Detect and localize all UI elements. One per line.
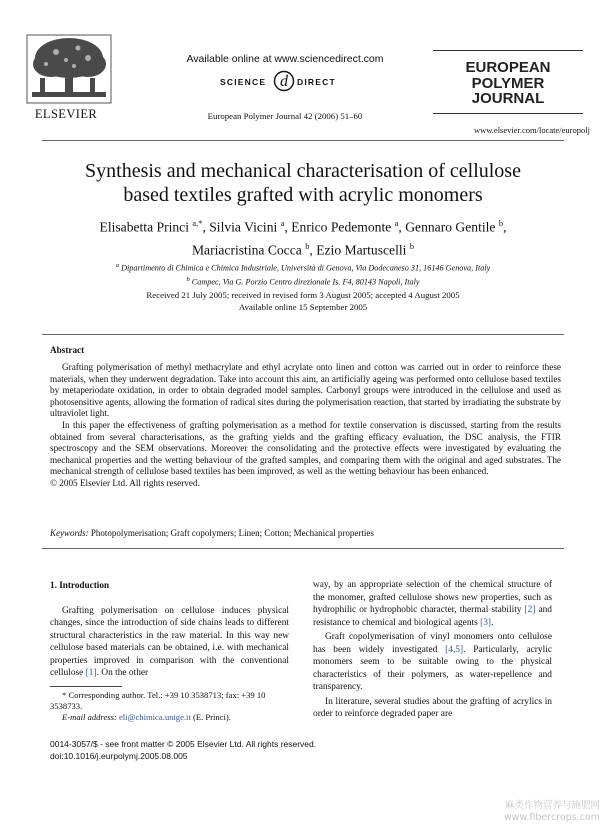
journal-name-line: EUROPEAN: [465, 59, 551, 76]
article-dates: [60, 290, 546, 313]
journal-reference: European Polymer Journal 42 (2006) 51–60: [207, 111, 363, 121]
body-paragraph: way, by an appropriate selection of the chemical structure of the monomer, grafted cellulose shows new properties, such as hydrophilic or hydrophobic character, thermal stability [2] and resistance to chemical and biological agents [3].: [313, 580, 552, 628]
reference-link[interactable]: [3]: [480, 617, 492, 628]
footnote-rule: [50, 686, 122, 687]
received-dates: Received 21 July 2005; received in revised form 3 August 2005; accepted 4 August 2005: [146, 290, 460, 300]
author-list: [40, 214, 566, 259]
abstract-paragraph: In this paper the effectiveness of grafting polymerisation as a method for textile conservation is discussed, starting from the results obtained from several characterisations, as the grafting yields and the grafting efficacy evaluation, the DSC analysis, the FTIR spectroscopy and the SEM observations. Moreover the consolidating and the protective effects were investigated by evaluating the mechanical properties and the wetting behaviour of the grafted samples, and comparing them with the original and aged substrates. The mechanical strength of cellulose based textiles has been improved, as well as the wetting behaviour has been enhanced.: [50, 419, 561, 477]
corresponding-author: * Corresponding author. Tel.: +39 10 3538713; fax: +39 10 3538733.: [50, 690, 266, 711]
affiliations: [70, 260, 536, 287]
authors-line: Mariacristina Cocca $^b$, Ezio Martuscelli $^b$: [191, 240, 415, 258]
abstract-body: [50, 362, 561, 490]
email-link[interactable]: eli@chimica.unige.it: [118, 712, 191, 722]
elsevier-tree-logo: [26, 34, 112, 104]
svg-text:SCIENCE: SCIENCE: [220, 77, 267, 87]
svg-text:d: d: [280, 73, 288, 90]
keywords-label: Keywords:: [50, 528, 89, 538]
footnote: [50, 690, 290, 723]
keywords-line: [50, 528, 561, 538]
email-line: E-mail address: eli@chimica.unige.it (E. Princi).: [62, 712, 231, 722]
journal-url-link[interactable]: www.elsevier.com/locate/europolj: [473, 125, 590, 135]
front-matter-info: [50, 739, 350, 762]
watermark-line: www.fibercrops.com: [503, 812, 600, 823]
article-title: [60, 159, 546, 207]
doi-line[interactable]: doi:10.1016/j.eurpolymj.2005.08.005: [50, 750, 188, 761]
site-watermark: [400, 800, 600, 824]
section-heading: 1. Introduction: [50, 580, 110, 590]
header-divider: [42, 140, 564, 141]
available-online-text: Available online at www.sciencedirect.com: [186, 53, 384, 65]
abstract-top-rule: [42, 334, 564, 335]
title-line: Synthesis and mechanical characterisation of cellulose: [85, 160, 521, 182]
journal-name-line: POLYMER: [471, 74, 545, 92]
body-paragraph: Graft copolymerisation of vinyl monomers onto cellulose has been widely investigated [4,5]. Particularly, acrylic monomers seem to be suitable owing to the physical characteristics of their polymers, as water-repellence and transparency.: [313, 632, 552, 692]
online-date: Available online 15 September 2005: [238, 301, 368, 312]
body-paragraph: Grafting polymerisation on cellulose induces physical changes, since the introduction of side chains leads to different structural characteristics in the raw material. In this way new cellulose based materials can be obtained, i.e. with mechanical properties improved in comparison with the conventional cellulose [1]. On the other: [50, 605, 289, 678]
abstract-paragraph: Grafting polymerisation of methyl methacrylate and ethyl acrylate onto linen and cotton was carried out in order to reinforce these materials, when they underwent degradation. Take into account this aim, an artificially ageing was performed onto cellulose based textiles by metaperiodate oxidation, in order to obtain degraded model samples. Carbonyl groups were introduced in the cellulose and used as photosensitive agents, allowing the formation of radical sites during the polymerisation reaction, that started by irradiating the substrate by ultraviolet light.: [50, 362, 561, 419]
journal-name-line: JOURNAL: [471, 90, 545, 107]
abstract-copyright: © 2005 Elsevier Ltd. All rights reserved.: [50, 477, 200, 488]
reference-link[interactable]: [4,5]: [445, 644, 464, 655]
affiliation-b: $^b$ Campec, Via G. Porzio Centro direzionale Is. F4, 80143 Napoli, Italy: [186, 275, 420, 287]
watermark-line: 麻类作物营养与施肥网: [504, 800, 600, 811]
reference-link[interactable]: [2]: [524, 605, 536, 615]
affiliation-a: $^a$ Dipartimento di Chimica e Chimica Industriale, Università di Genova, Via Dodecaneso 31, 16146 Genova, Italy: [115, 262, 491, 273]
journal-name-box: [433, 50, 583, 114]
body-paragraph: In literature, several studies about the grafting of acrylics in order to reinforce degraded paper are: [313, 696, 552, 719]
authors-line: Elisabetta Princi $^{a,*}$, Silvia Vicini $^a$, Enrico Pedemonte $^a$, Gennaro Gentile $^b$,: [99, 218, 507, 235]
reference-link[interactable]: [1]: [85, 668, 97, 678]
svg-text:DIRECT: DIRECT: [297, 77, 336, 87]
publisher-name: ELSEVIER: [34, 107, 98, 121]
title-line: based textiles grafted with acrylic monomers: [123, 184, 483, 206]
abstract-heading: Abstract: [50, 345, 85, 355]
issn-line: 0014-3057/$ - see front matter © 2005 Elsevier Ltd. All rights reserved.: [50, 739, 317, 749]
abstract-bottom-rule: [42, 548, 564, 549]
left-column: [50, 579, 289, 680]
keywords-list: Photopolymerisation; Graft copolymers; Linen; Cotton; Mechanical properties: [88, 528, 374, 538]
right-column: [313, 579, 552, 721]
sciencedirect-logo: [214, 70, 354, 92]
